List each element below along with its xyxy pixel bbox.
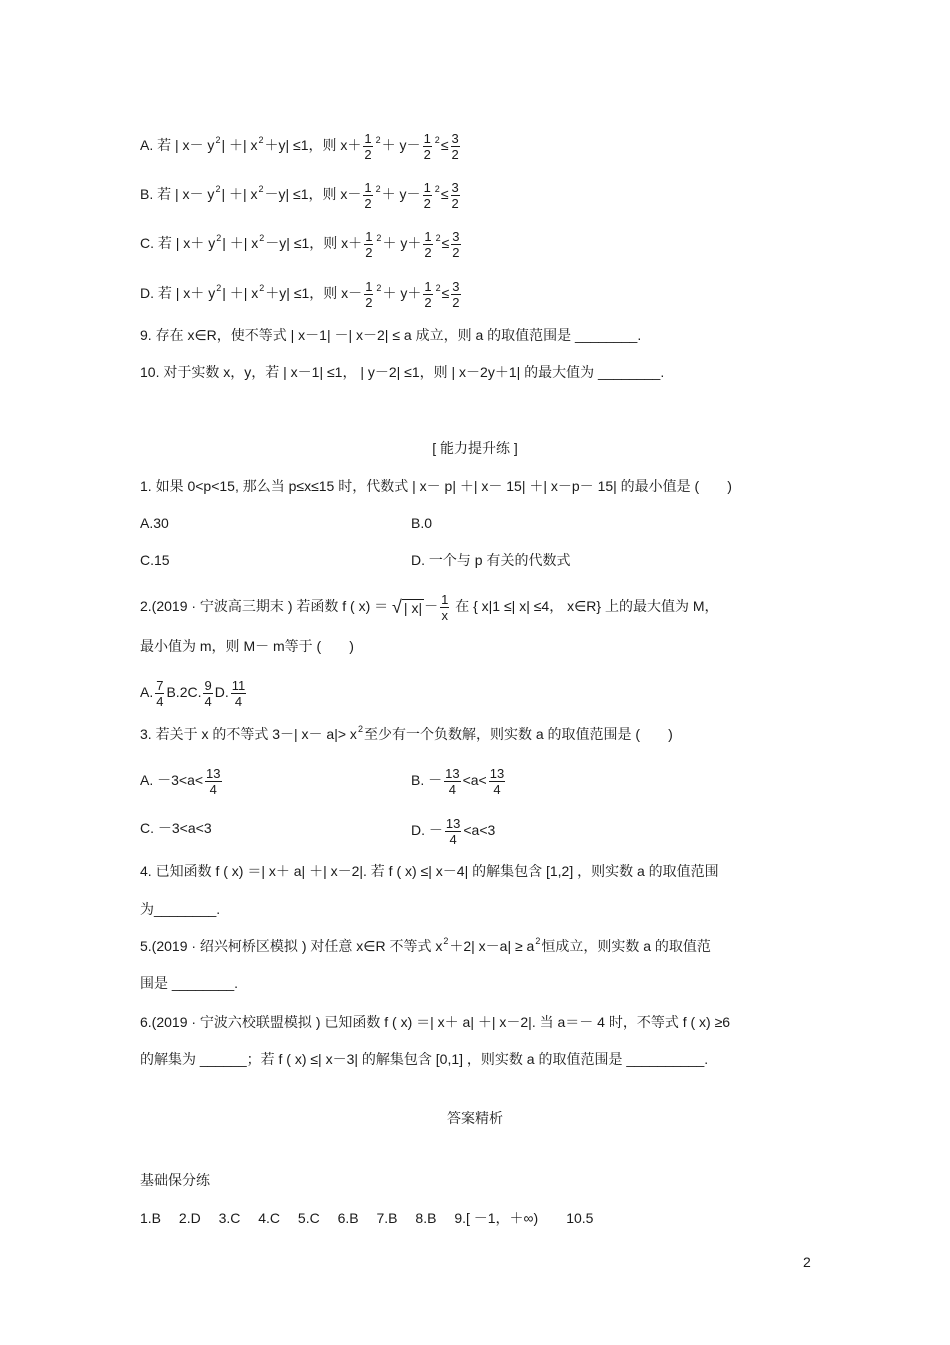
fraction: $\frac{9}{4}$ [204, 678, 212, 709]
problem-1-stem: 1. 如果 0<p<15, 那么当 p≤x≤15 时，代数式 | x－ p| ＋| x－ 15| ＋| x－p－ 15| 的最小值是 ( ) [140, 478, 732, 494]
fraction: $\frac{1}{2}$ [365, 229, 373, 260]
answers-list: 1.B 2.D 3.C 4.C 5.C 6.B 7.B 8.B 9.[ －1，＋∞) 10.5 [140, 1210, 594, 1226]
fraction: $\frac{13}{4}$ [206, 766, 221, 797]
fraction: $\frac{1}{2}$ [364, 131, 372, 162]
square-root: √ | x| [392, 597, 423, 617]
problem-2-line-2: 最小值为 m，则 M－ m等于 ( ) [140, 638, 354, 654]
option-d: D. 若 | $x+ y^2|$ ＋| $x^2+y| \le 1$，则 x－ $\frac{1}{2}$ $^2$＋ y＋ $\frac{1}{2}$ $^2$≤ $\frac{3}{2}$ [140, 279, 460, 310]
question-9: 9. 存在 x∈R，使不等式 | x－1| －| x－2| ≤ a 成立，则 a 的取值范围是 ________. [140, 327, 642, 343]
fraction: $\frac{3}{2}$ [452, 279, 460, 310]
problem-4-line-2: 为________. [140, 901, 221, 917]
fraction: $\frac{1}{2}$ [424, 279, 432, 310]
fraction: $\frac{1}{2}$ [423, 180, 431, 211]
problem-4-line-1: 4. 已知函数 f ( x) ＝| x＋ a| ＋| x－2|. 若 f ( x) ≤| x－4| 的解集包含 [1,2] ，则实数 a 的取值范围 [140, 863, 719, 879]
problem-1-option-c: C.15 [140, 552, 170, 568]
option-c: C. 若 | $x+ y^2|$ ＋| $x^2-y| \le 1$，则 x＋ $\frac{1}{2}$ $^2$＋ y＋ $\frac{1}{2}$ $^2$≤ $\frac{3}{2}$ [140, 229, 460, 260]
problem-2-line-1: 2.(2019 · 宁波高三期末 ) 若函数 f ( x) ＝ √ | x| － $\frac{1}{x}$ 在 { x|1 ≤| x| ≤4， x∈R} 上的最大值为 M， [140, 592, 719, 623]
section-title: [ 能力提升练 ] [432, 440, 518, 456]
fraction: $\frac{13}{4}$ [445, 816, 461, 847]
fraction: $\frac{1}{2}$ [424, 229, 432, 260]
problem-5-line-2: 围是 ________. [140, 975, 239, 991]
option-b: B. 若 | $x- y^2|$ ＋| $x^2-y| \le 1$，则 x－ $\frac{1}{2}$ $^2$＋ y－ $\frac{1}{2}$ $^2$≤ $\frac{3}{2}$ [140, 180, 459, 211]
fraction: $\frac{13}{4}$ [489, 766, 505, 797]
fraction: $\frac{13}{4}$ [445, 766, 460, 797]
problem-3-option-c: C. －3<a<3 [140, 820, 212, 836]
fraction: $\frac{3}{2}$ [452, 229, 460, 260]
problem-1-option-d: D. 一个与 p 有关的代数式 [411, 552, 571, 568]
problem-2-options: A. $\frac{7}{4}$ B.2C. $\frac{9}{4}$ D. $\frac{11}{4}$ [140, 678, 246, 709]
problem-3-stem: 3. 若关于 x 的不等式 3－| $x- a|> x^2$至少有一个负数解，则实数 a 的取值范围是 ( ) [140, 724, 673, 742]
question-10: 10. 对于实数 x，y，若 | x－1| ≤1， | y－2| ≤1，则 | x－2y＋1| 的最大值为 ________. [140, 364, 665, 380]
fraction: $\frac{3}{2}$ [451, 180, 459, 211]
fraction: $\frac{11}{4}$ [231, 678, 246, 709]
problem-3-option-a: A. －3<a< $\frac{13}{4}$ [140, 766, 221, 797]
problem-6-line-2: 的解集为 ______；若 f ( x) ≤| x－3| 的解集包含 [0,1] ，则实数 a 的取值范围是 __________. [140, 1051, 709, 1067]
answers-subtitle: 基础保分练 [140, 1172, 210, 1188]
answers-title: 答案精析 [447, 1110, 503, 1126]
problem-1-option-b: B.0 [411, 515, 433, 531]
problem-3-option-b: B. － $\frac{13}{4}$ <a< $\frac{13}{4}$ [411, 766, 505, 797]
option-a: A. 若 | $x- y^2|$ ＋| $x^2+y| \le 1$，则 x＋ $\frac{1}{2}$ $^2$＋ y－ $\frac{1}{2}$ $^2$≤ $\frac{3}{2}$ [140, 131, 459, 162]
page-number: 2 [803, 1254, 811, 1270]
problem-6-line-1: 6.(2019 · 宁波六校联盟模拟 ) 已知函数 f ( x) ＝| x＋ a| ＋| x－2|. 当 a＝－ 4 时，不等式 f ( x) ≥6 [140, 1014, 731, 1030]
problem-1-option-a: A.30 [140, 515, 169, 531]
problem-5-line-1: 5.(2019 · 绍兴柯桥区模拟 ) 对任意 x∈R 不等式 $x^2+2|$ $x-a| \ge a^2$恒成立，则实数 a 的取值范 [140, 936, 711, 954]
fraction: $\frac{3}{2}$ [451, 131, 459, 162]
fraction: $\frac{1}{2}$ [364, 180, 372, 211]
fraction: $\frac{1}{x}$ [441, 592, 449, 623]
fraction: $\frac{1}{2}$ [365, 279, 373, 310]
problem-3-option-d: D. － $\frac{13}{4}$ <a<3 [411, 816, 496, 847]
fraction: $\frac{7}{4}$ [156, 678, 164, 709]
fraction: $\frac{1}{2}$ [423, 131, 431, 162]
